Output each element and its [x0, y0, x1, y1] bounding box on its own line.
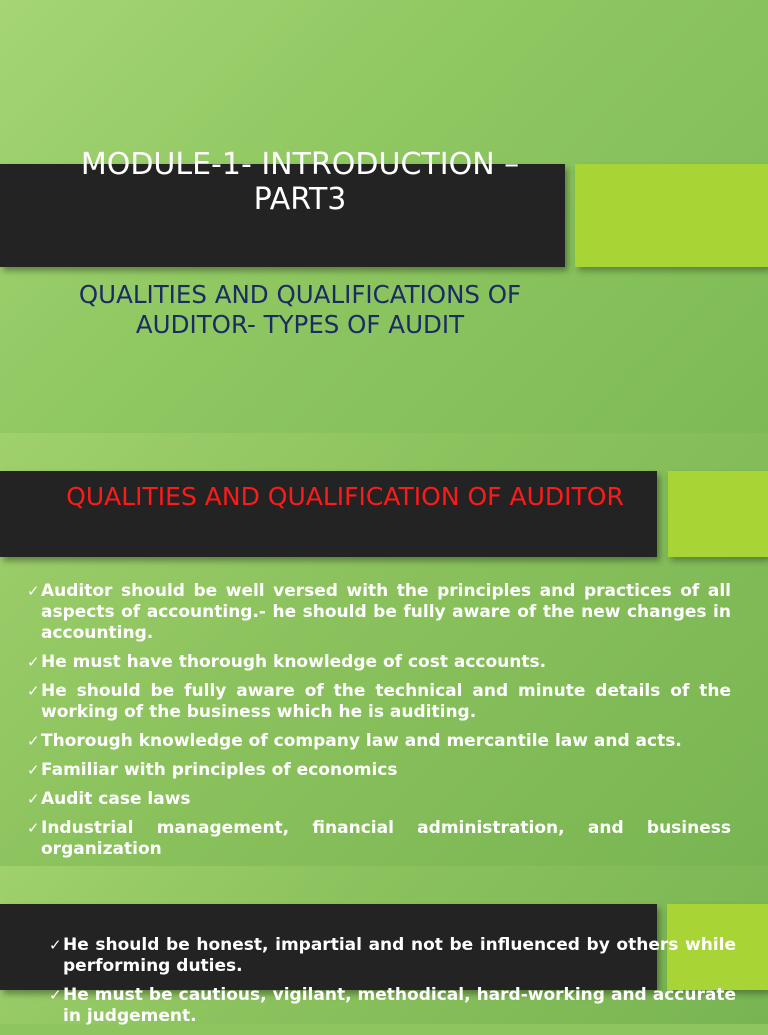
list-item: [49, 985, 736, 1027]
checkmark-icon: ✓: [27, 682, 40, 700]
checkmark-icon: ✓: [49, 986, 62, 1004]
slide-title: MODULE-1- INTRODUCTION – PART3: [80, 147, 520, 217]
bullet-text: He must have thorough knowledge of cost accounts.: [41, 652, 547, 672]
list-item: [27, 581, 731, 644]
slide-subtitle: QUALITIES AND QUALIFICATIONS OF AUDITOR- TYPES OF AUDIT: [78, 280, 522, 339]
title-slide: [0, 0, 768, 433]
checkmark-icon: ✓: [27, 790, 40, 808]
list-item: [27, 652, 731, 673]
bullet-text: He should be fully aware of the technical and minute details of the working of the business which he is auditing.: [41, 681, 731, 722]
checkmark-icon: ✓: [27, 653, 40, 671]
bullet-text: Auditor should be well versed with the principles and practices of all aspects of accounting.- he should be fully aware of the new changes in accounting.: [41, 581, 731, 643]
slide-heading: QUALITIES AND QUALIFICATION OF AUDITOR: [66, 482, 624, 511]
list-item: [27, 789, 731, 810]
bullet-text: Industrial management, financial administration, and business organization: [41, 818, 731, 859]
checkmark-icon: ✓: [27, 761, 40, 779]
list-item: [27, 818, 731, 860]
bullet-text: Familiar with principles of economics: [41, 760, 398, 780]
accent-block: [575, 164, 768, 267]
bullet-text: Thorough knowledge of company law and mercantile law and acts.: [41, 731, 682, 751]
checkmark-icon: ✓: [49, 936, 62, 954]
qualities-slide-continued: [0, 866, 768, 1024]
bullet-text: He must be cautious, vigilant, methodical, hard-working and accurate in judgement.: [63, 985, 736, 1026]
bullet-text: He should be honest, impartial and not be influenced by others while performing duties.: [63, 935, 736, 976]
bullet-list: [49, 935, 736, 1035]
list-item: [27, 731, 731, 752]
checkmark-icon: ✓: [27, 732, 40, 750]
accent-block: [668, 471, 768, 557]
list-item: [49, 935, 736, 977]
list-item: [27, 760, 731, 781]
list-item: [27, 681, 731, 723]
qualities-slide: [0, 433, 768, 866]
checkmark-icon: ✓: [27, 582, 40, 600]
bullet-text: Audit case laws: [41, 789, 191, 809]
checkmark-icon: ✓: [27, 819, 40, 837]
bullet-list: [27, 581, 731, 864]
